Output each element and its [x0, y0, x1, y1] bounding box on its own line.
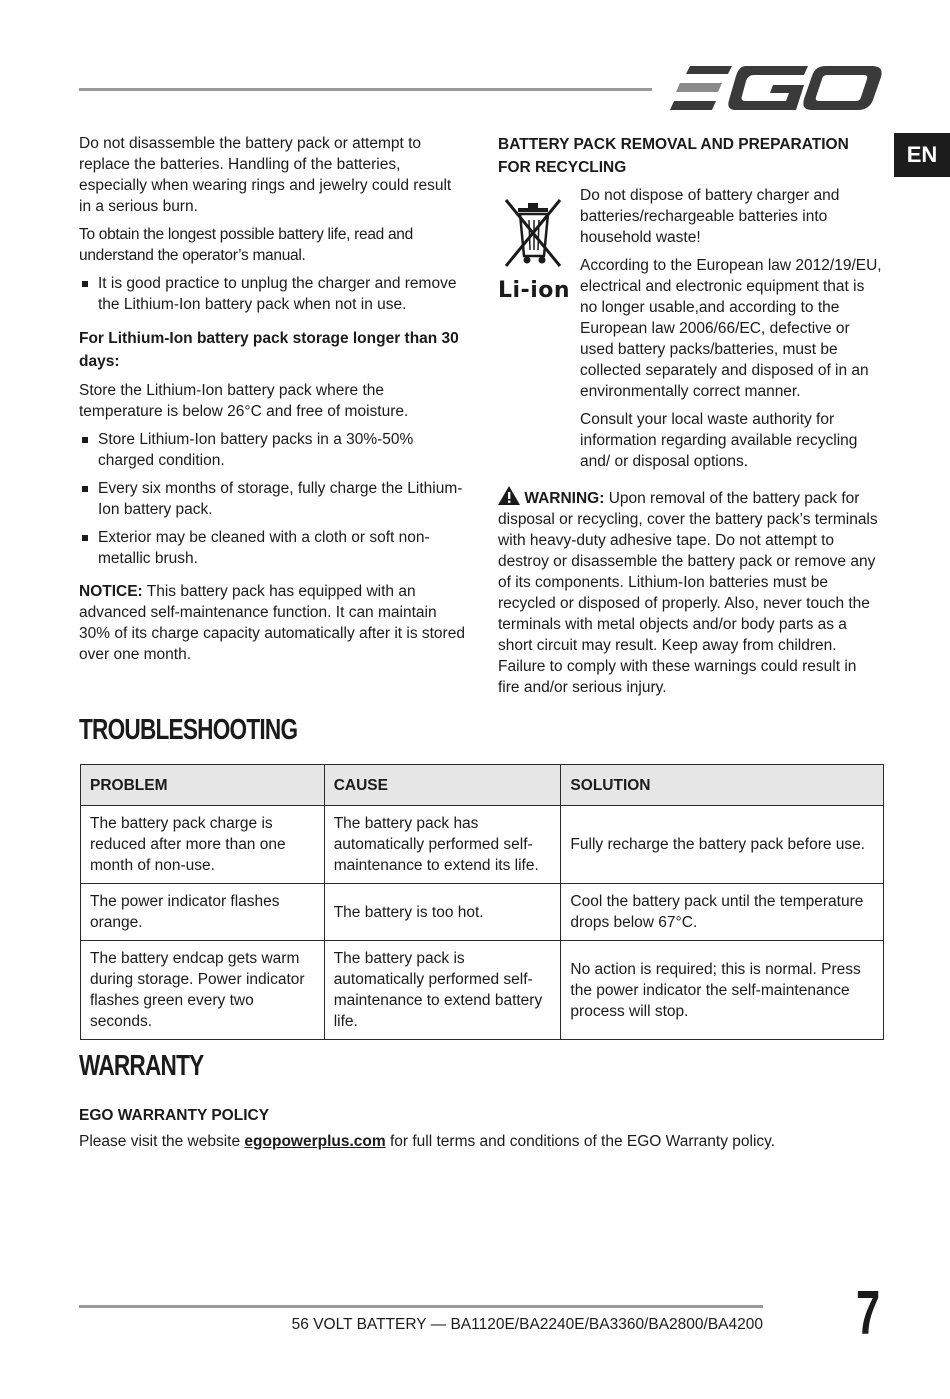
- storage-heading: For Lithium-Ion battery pack storage longer than 30 days:: [79, 330, 459, 370]
- list-item: It is good practice to unplug the charger and remove the Lithium-Ion battery pack when not in use.: [79, 273, 465, 315]
- table-row: [81, 941, 884, 1040]
- warning-text: Upon removal of the battery pack for disposal or recycling, cover the battery pack’s terminals with heavy-duty adhesive tape. Do not attempt to destroy or disassemble the battery pack or remove any of its components. Lithium-Ion batteries must be recycled or disposed of properly. Also, never touch the terminals with metal objects and/or body parts as a short circuit may result. Keep away from children. Failure to comply with these warnings could result in fire and/or serious injury.: [498, 490, 878, 696]
- troubleshooting-table: [80, 764, 884, 1040]
- language-tab: EN: [894, 133, 950, 177]
- warning-block: [498, 486, 882, 705]
- table-header-row: [81, 765, 884, 806]
- warranty-section: [79, 1104, 879, 1159]
- problem-cell: The battery endcap gets warm during storage. Power indicator flashes green every two seconds.: [81, 941, 325, 1040]
- disassemble-paragraph: Do not disassemble the battery pack or attempt to replace the batteries. Handling of the batteries, especially when wearing rings and jewelry could result in a serious burn.: [79, 135, 452, 215]
- recycling-heading: BATTERY PACK REMOVAL AND PREPARATION FOR RECYCLING: [498, 136, 849, 176]
- header-rule: [79, 88, 652, 91]
- weee-battery-icon: [498, 194, 570, 304]
- li-ion-label: Li-ion: [498, 278, 571, 303]
- european-law-paragraph: According to the European law 2012/19/EU, electrical and electronic equipment that is no longer usable,and according to the European law 2006/66/EC, defective or used battery packs/batteries, must be collected separately and disposed of in an environmentally correct manner.: [580, 257, 882, 400]
- storage-list: [79, 429, 465, 569]
- warning-icon: [498, 486, 520, 505]
- table-row: [81, 806, 884, 884]
- column-header-problem: PROBLEM: [81, 765, 325, 806]
- crossed-bin-icon: [498, 194, 570, 274]
- problem-cell: The battery pack charge is reduced after more than one month of non-use.: [81, 806, 325, 884]
- footer-rule: [79, 1305, 763, 1308]
- solution-cell: Fully recharge the battery pack before use.: [561, 806, 884, 884]
- list-item: Store Lithium-Ion battery packs in a 30%-50% charged condition.: [79, 429, 465, 471]
- cause-cell: The battery is too hot.: [324, 884, 561, 941]
- recycling-text: [580, 185, 882, 479]
- cause-cell: The battery pack has automatically performed self-maintenance to extend its life.: [324, 806, 561, 884]
- warranty-text-before: Please visit the website: [79, 1133, 245, 1150]
- problem-cell: The power indicator flashes orange.: [81, 884, 325, 941]
- storage-paragraph: Store the Lithium-Ion battery pack where the temperature is below 26°C and free of moisture.: [79, 382, 409, 420]
- column-header-solution: SOLUTION: [561, 765, 884, 806]
- notice-text: This battery pack has equipped with an advanced self-maintenance function. It can maintain 30% of its charge capacity automatically after it is stored over one month.: [79, 583, 465, 663]
- warranty-title: WARRANTY: [79, 1050, 204, 1082]
- notice-paragraph: [79, 581, 465, 665]
- warning-label: WARNING:: [524, 490, 605, 507]
- unplug-list: [79, 273, 465, 315]
- column-header-cause: CAUSE: [324, 765, 561, 806]
- warning-paragraph: [498, 486, 882, 698]
- list-item: Exterior may be cleaned with a cloth or soft non-metallic brush.: [79, 527, 465, 569]
- warranty-paragraph: [79, 1131, 879, 1152]
- right-column: [498, 133, 882, 183]
- consult-authority-paragraph: Consult your local waste authority for information regarding available recycling and/ or disposal options.: [580, 411, 858, 470]
- warranty-website-link[interactable]: egopowerplus.com: [244, 1133, 386, 1150]
- household-waste-paragraph: Do not dispose of battery charger and batteries/rechargeable batteries into household waste!: [580, 187, 840, 246]
- solution-cell: No action is required; this is normal. Press the power indicator the self-maintenance process will stop.: [561, 941, 884, 1040]
- notice-label: NOTICE:: [79, 583, 143, 600]
- warranty-text-after: for full terms and conditions of the EGO Warranty policy.: [385, 1133, 776, 1150]
- solution-cell: Cool the battery pack until the temperature drops below 67°C.: [561, 884, 884, 941]
- footer-model-text: 56 VOLT BATTERY — BA1120E/BA2240E/BA3360/BA2800/BA4200: [291, 1316, 763, 1333]
- left-column: [79, 133, 465, 672]
- troubleshooting-title: TROUBLESHOOTING: [79, 714, 298, 746]
- battery-life-paragraph: To obtain the longest possible battery life, read and understand the operator’s manual.: [79, 226, 413, 264]
- table-row: [81, 884, 884, 941]
- page-number: 7: [856, 1279, 881, 1348]
- warranty-policy-heading: EGO WARRANTY POLICY: [79, 1107, 270, 1124]
- ego-logo: [670, 64, 882, 112]
- list-item: Every six months of storage, fully charge the Lithium-Ion battery pack.: [79, 478, 465, 520]
- cause-cell: The battery pack is automatically performed self-maintenance to extend battery life.: [324, 941, 561, 1040]
